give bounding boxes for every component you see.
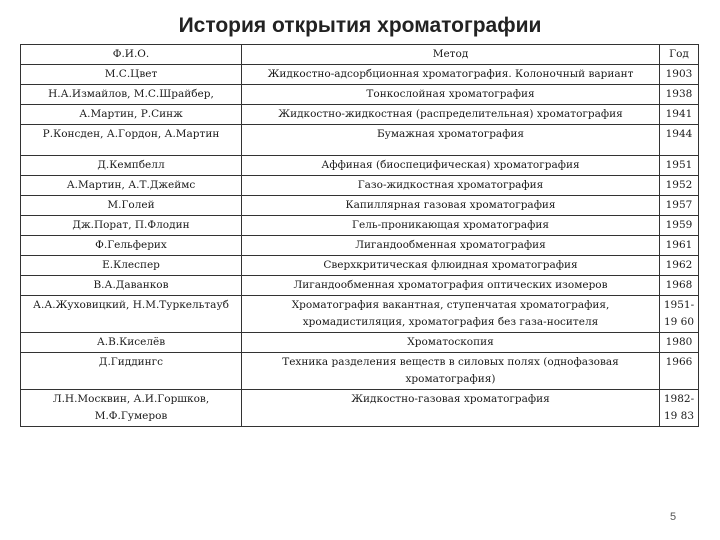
cell-method: Гель-проникающая хроматография (242, 216, 660, 236)
cell-year: 1941 (660, 105, 699, 125)
table-row (21, 390, 699, 427)
table-row (21, 85, 699, 105)
cell-method: Газо-жидкостная хроматография (242, 176, 660, 196)
cell-method: Аффиная (биоспецифическая) хроматография (242, 156, 660, 176)
cell-year: 1962 (660, 256, 699, 276)
table-row (21, 156, 699, 176)
cell-year: 1982-19 83 (660, 390, 699, 427)
cell-method: Бумажная хроматография (242, 125, 660, 156)
cell-name: М.Голей (21, 196, 242, 216)
cell-method: Сверхкритическая флюидная хроматография (242, 256, 660, 276)
cell-name: В.А.Даванков (21, 276, 242, 296)
cell-name: Д.Гиддингс (21, 353, 242, 390)
cell-year: 1951-19 60 (660, 296, 699, 333)
cell-method: Тонкослойная хроматография (242, 85, 660, 105)
cell-name: Л.Н.Москвин, А.И.Горшков, М.Ф.Гумеров (21, 390, 242, 427)
cell-year: 1944 (660, 125, 699, 156)
cell-method: Лигандообменная хроматография оптических изомеров (242, 276, 660, 296)
header-name: Ф.И.О. (21, 45, 242, 65)
cell-year: 1957 (660, 196, 699, 216)
cell-year: 1980 (660, 333, 699, 353)
cell-name: Дж.Порат, П.Флодин (21, 216, 242, 236)
cell-year: 1952 (660, 176, 699, 196)
table-row (21, 65, 699, 85)
cell-name: А.Мартин, А.Т.Джеймс (21, 176, 242, 196)
cell-year: 1951 (660, 156, 699, 176)
table-row (21, 216, 699, 236)
table-row (21, 125, 699, 156)
cell-method: Техника разделения веществ в силовых полях (однофазовая хроматография) (242, 353, 660, 390)
cell-name: Р.Консден, А.Гордон, А.Мартин (21, 125, 242, 156)
table-row (21, 176, 699, 196)
table-row (21, 353, 699, 390)
table-row (21, 256, 699, 276)
cell-method: Лигандообменная хроматография (242, 236, 660, 256)
table-row (21, 296, 699, 333)
cell-method: Жидкостно-жидкостная (распределительная) хроматография (242, 105, 660, 125)
slide-title: История открытия хроматографии (178, 14, 542, 37)
table-row (21, 196, 699, 216)
cell-name: Ф.Гельферих (21, 236, 242, 256)
cell-name: Е.Клеспер (21, 256, 242, 276)
table-header-row (21, 45, 699, 65)
cell-name: М.С.Цвет (21, 65, 242, 85)
cell-year: 1938 (660, 85, 699, 105)
table-row (21, 333, 699, 353)
header-year: Год (660, 45, 699, 65)
cell-method: Жидкостно-адсорбционная хроматография. Колоночный вариант (242, 65, 660, 85)
cell-year: 1966 (660, 353, 699, 390)
table-row (21, 276, 699, 296)
cell-method: Хроматоскопия (242, 333, 660, 353)
cell-method: Хроматография вакантная, ступенчатая хроматография, хромадистиляция, хроматография без газа-носителя (242, 296, 660, 333)
cell-name: А.В.Киселёв (21, 333, 242, 353)
cell-name: Д.Кемпбелл (21, 156, 242, 176)
page-number: 5 (670, 511, 677, 523)
cell-name: А.Мартин, Р.Синж (21, 105, 242, 125)
cell-name: А.А.Жуховицкий, Н.М.Туркельтауб (21, 296, 242, 333)
cell-year: 1903 (660, 65, 699, 85)
cell-method: Жидкостно-газовая хроматография (242, 390, 660, 427)
header-method: Метод (242, 45, 660, 65)
cell-year: 1968 (660, 276, 699, 296)
cell-year: 1959 (660, 216, 699, 236)
table-row (21, 105, 699, 125)
cell-year: 1961 (660, 236, 699, 256)
history-table (20, 44, 699, 427)
table-row (21, 236, 699, 256)
cell-method: Капиллярная газовая хроматография (242, 196, 660, 216)
cell-name: Н.А.Измайлов, М.С.Шрайбер, (21, 85, 242, 105)
